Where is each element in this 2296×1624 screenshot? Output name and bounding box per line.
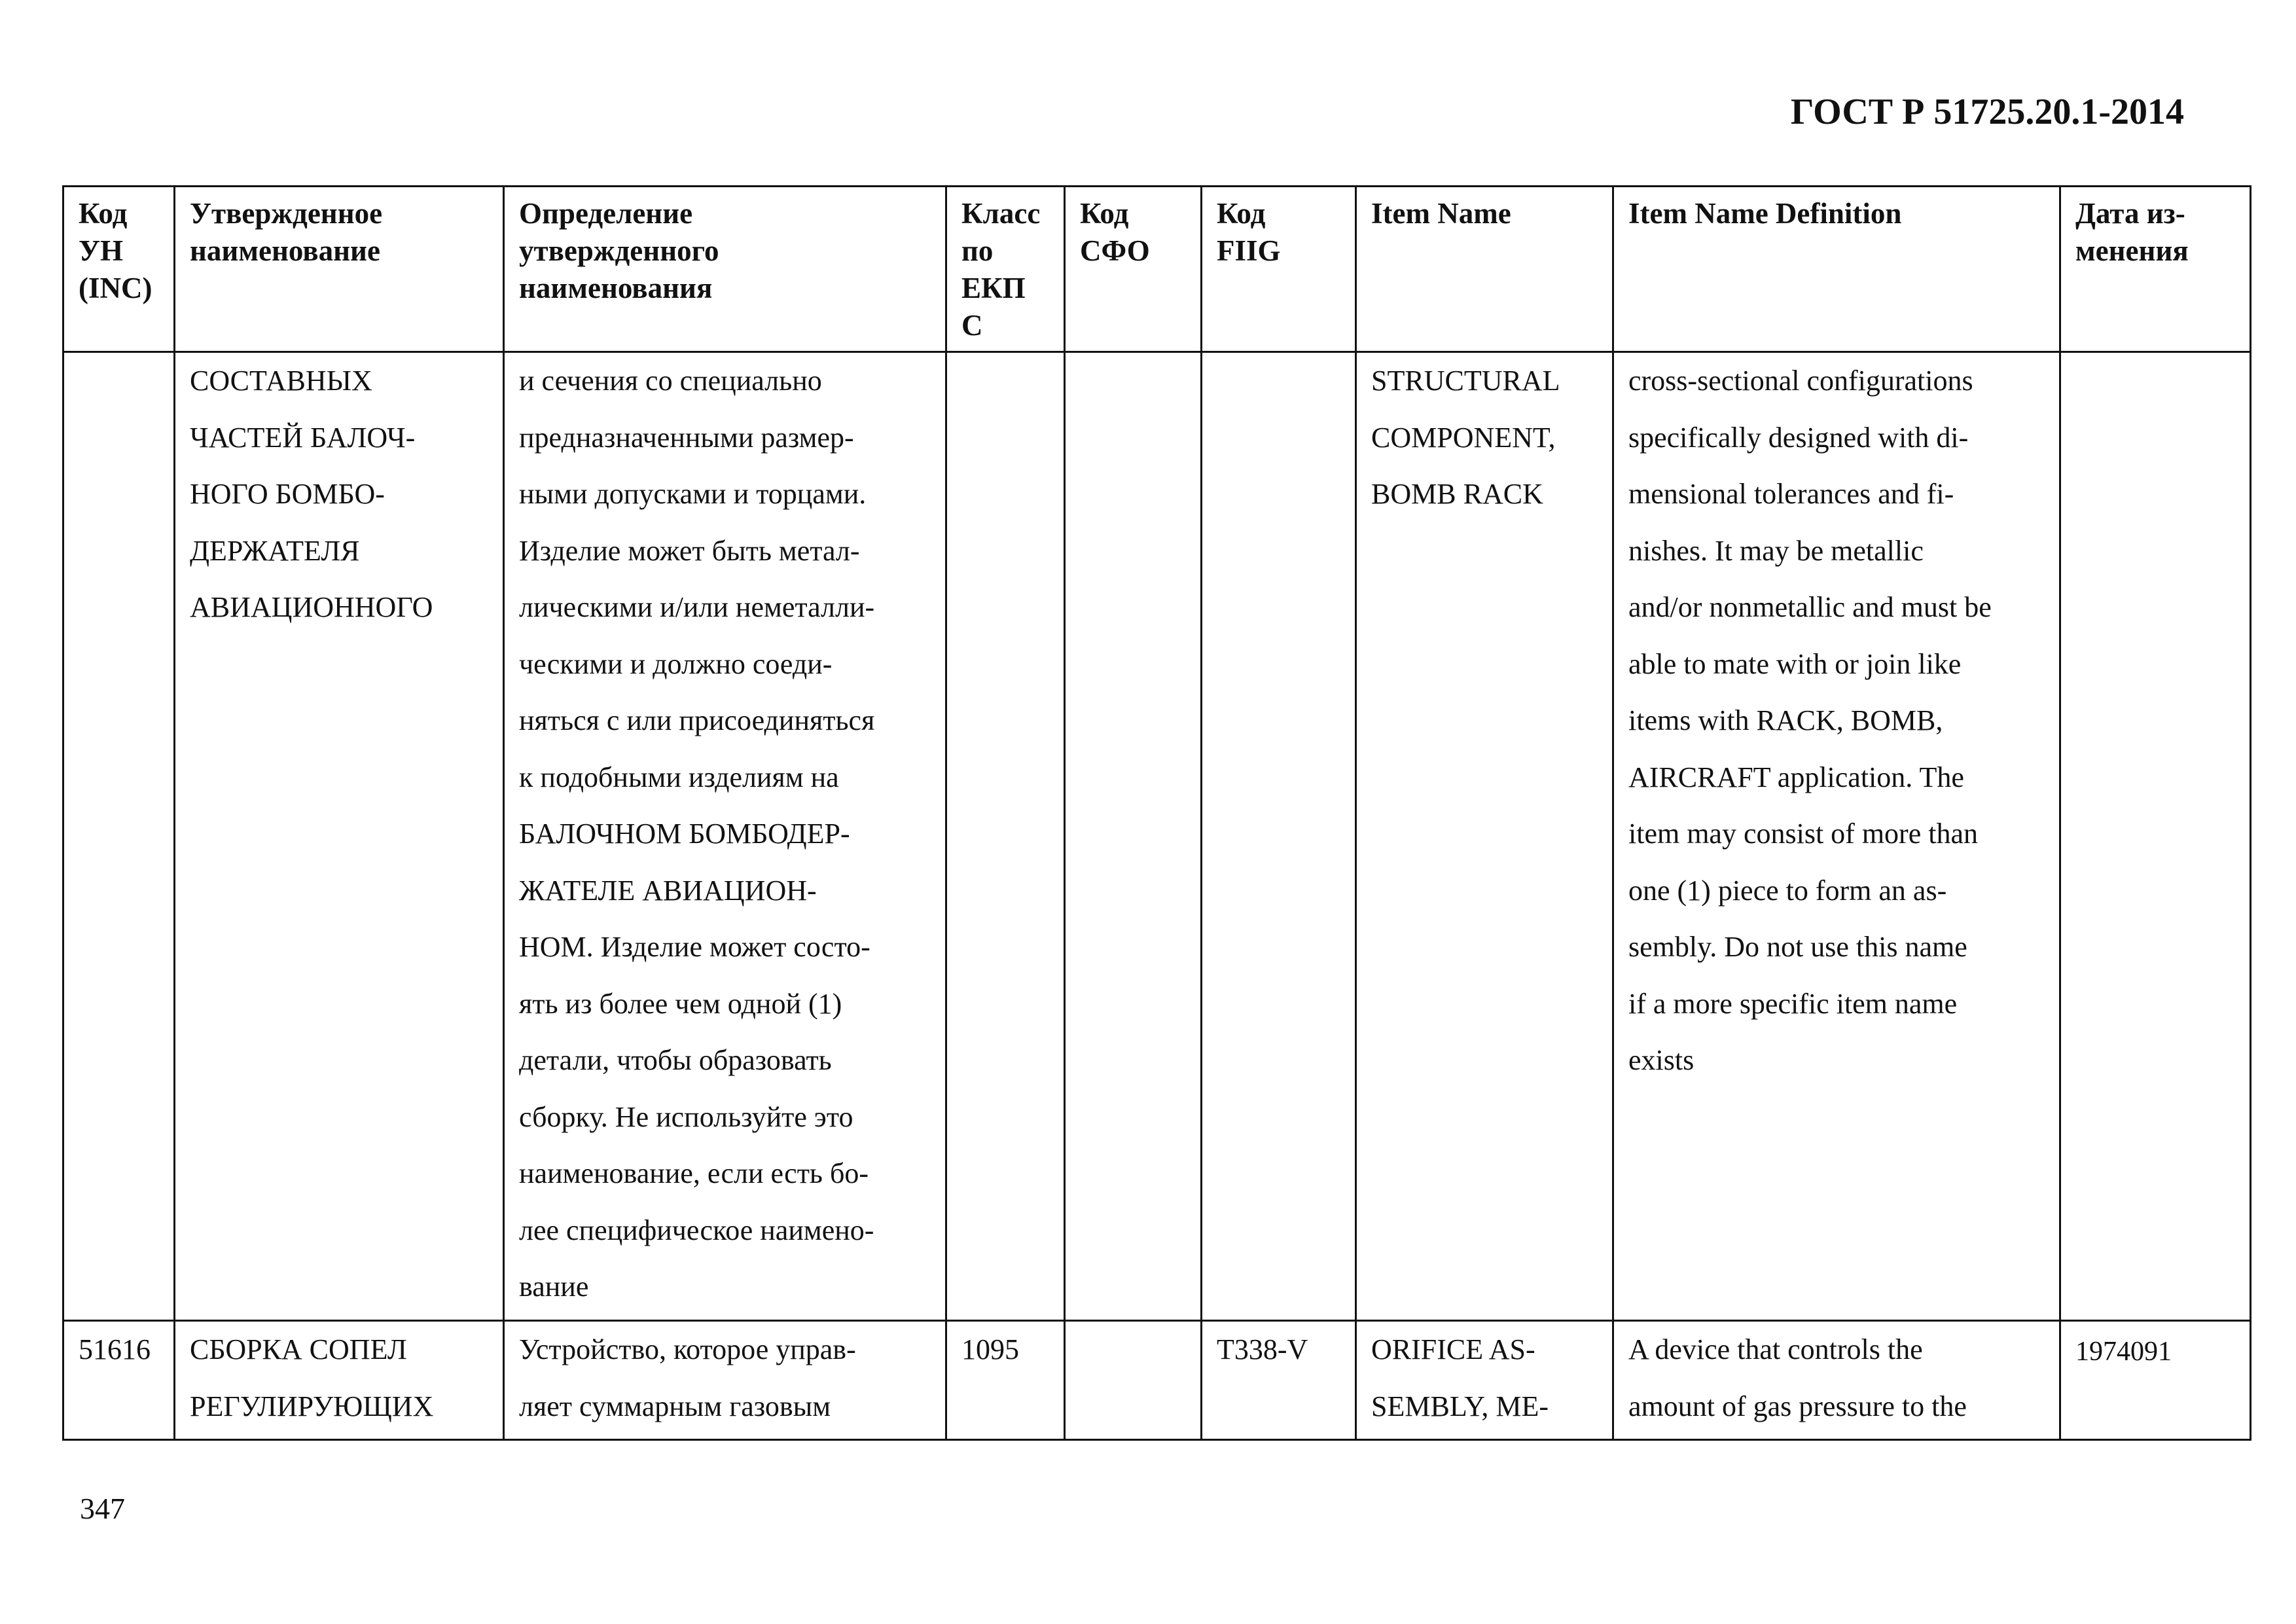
col-header-ekps-class <box>946 187 1065 352</box>
text-line: A device that controls the <box>1628 1333 1923 1365</box>
text-line: ЕКП <box>961 272 1026 304</box>
text-line: СОСТАВНЫХ <box>190 365 372 397</box>
text-line: БАЛОЧНОМ БОМБОДЕР- <box>519 818 850 850</box>
text-line: Item Name <box>1371 197 1511 230</box>
cell-approved-name <box>175 352 504 1321</box>
page-number: 347 <box>80 1492 125 1525</box>
text-line: УН <box>79 234 124 267</box>
text-line: items with RACK, BOMB, <box>1628 704 1943 736</box>
text-line: Класс <box>961 197 1041 230</box>
text-line: Утвержденное <box>190 197 383 230</box>
text-line: STRUCTURAL <box>1371 365 1560 397</box>
table-row <box>63 1321 2251 1440</box>
col-header-change-date <box>2060 187 2251 352</box>
cell-inc: 51616 <box>63 1321 175 1440</box>
text-line: наименование, если есть бо- <box>519 1157 869 1189</box>
text-line: FIIG <box>1217 234 1281 267</box>
nomenclature-table <box>62 185 2251 1441</box>
text-line: Устройство, которое управ- <box>519 1333 856 1365</box>
cell-item-name-definition <box>1613 352 2060 1321</box>
col-header-item-name <box>1356 187 1613 352</box>
text-line: sembly. Do not use this name <box>1628 931 1967 963</box>
text-line: РЕГУЛИРУЮЩИХ <box>190 1390 434 1422</box>
text-line: ять из более чем одной (1) <box>519 987 842 1020</box>
text-line: лее специфическое наимено- <box>519 1214 874 1246</box>
text-line: SEMBLY, ME- <box>1371 1390 1549 1422</box>
text-line: COMPONENT, <box>1371 421 1556 454</box>
text-line: детали, чтобы образовать <box>519 1044 832 1076</box>
text-line: nishes. It may be metallic <box>1628 534 1924 567</box>
cell-sfo-code <box>1065 352 1202 1321</box>
header-row <box>63 187 2251 352</box>
cell-item-name <box>1356 1321 1613 1440</box>
text-line: ДЕРЖАТЕЛЯ <box>190 534 360 567</box>
col-header-item-name-definition <box>1613 187 2060 352</box>
text-line: ЖАТЕЛЕ АВИАЦИОН- <box>519 874 817 907</box>
text-line: СФО <box>1080 234 1150 267</box>
text-line: item may consist of more than <box>1628 818 1978 850</box>
text-line: mensional tolerances and fi- <box>1628 478 1954 510</box>
cell-definition <box>504 1321 946 1440</box>
col-header-definition <box>504 187 946 352</box>
text-line: ными допусками и торцами. <box>519 478 867 510</box>
text-line: няться с или присоединяться <box>519 704 875 736</box>
text-line: ORIFICE AS- <box>1371 1333 1535 1365</box>
col-header-sfo-code <box>1065 187 1202 352</box>
text-line: менения <box>2075 234 2189 267</box>
text-line: amount of gas pressure to the <box>1628 1390 1967 1422</box>
text-line: able to mate with or join like <box>1628 647 1962 680</box>
cell-inc <box>63 352 175 1321</box>
text-line: лическими и/или неметалли- <box>519 591 875 623</box>
text-line: утвержденного <box>519 234 719 267</box>
text-line: по <box>961 234 994 267</box>
text-line: Определение <box>519 197 693 230</box>
text-line: к подобными изделиям на <box>519 761 839 793</box>
cell-fiig-code <box>1202 352 1356 1321</box>
cell-change-date: 1974091 <box>2060 1321 2251 1440</box>
text-line: Код <box>1080 197 1129 230</box>
text-line: BOMB RACK <box>1371 478 1543 510</box>
text-line: С <box>961 309 983 342</box>
text-line: specifically designed with di- <box>1628 421 1969 454</box>
text-line: СБОРКА СОПЕЛ <box>190 1333 407 1365</box>
cell-ekps-class <box>946 352 1065 1321</box>
cell-change-date <box>2060 352 2251 1321</box>
col-header-fiig-code <box>1202 187 1356 352</box>
text-line: АВИАЦИОННОГО <box>190 591 433 623</box>
col-header-approved-name <box>175 187 504 352</box>
text-line: сборку. Не используйте это <box>519 1100 853 1133</box>
text-line: НОГО БОМБО- <box>190 478 385 510</box>
text-line: наименование <box>190 234 380 267</box>
text-line: ляет суммарным газовым <box>519 1390 831 1422</box>
text-line: AIRCRAFT application. The <box>1628 761 1964 793</box>
text-line: Item Name Definition <box>1628 197 1902 230</box>
cell-approved-name <box>175 1321 504 1440</box>
cell-item-name <box>1356 352 1613 1321</box>
text-line: Изделие может быть метал- <box>519 534 860 567</box>
text-line: НОМ. Изделие может состо- <box>519 931 870 963</box>
cell-ekps-class: 1095 <box>946 1321 1065 1440</box>
document-header: ГОСТ Р 51725.20.1-2014 <box>1790 92 2184 132</box>
text-line: ческими и должно соеди- <box>519 647 833 680</box>
col-header-inc <box>63 187 175 352</box>
cell-sfo-code <box>1065 1321 1202 1440</box>
text-line: ЧАСТЕЙ БАЛОЧ- <box>190 421 416 454</box>
text-line: exists <box>1628 1044 1695 1076</box>
cell-definition <box>504 352 946 1321</box>
text-line: if a more specific item name <box>1628 987 1958 1020</box>
text-line: наименования <box>519 272 713 304</box>
text-line: предназначенными размер- <box>519 421 854 454</box>
text-line: и сечения со специально <box>519 365 822 397</box>
text-line: one (1) piece to form an as- <box>1628 874 1947 907</box>
text-line: вание <box>519 1271 589 1303</box>
table-row <box>63 352 2251 1321</box>
text-line: Код <box>1217 197 1266 230</box>
text-line: and/or nonmetallic and must be <box>1628 591 1992 623</box>
text-line: cross-sectional configurations <box>1628 365 1973 397</box>
text-line: Дата из- <box>2075 197 2185 230</box>
text-line: (INC) <box>79 272 152 304</box>
cell-fiig-code: T338-V <box>1202 1321 1356 1440</box>
text-line: Код <box>79 197 128 230</box>
cell-item-name-definition <box>1613 1321 2060 1440</box>
